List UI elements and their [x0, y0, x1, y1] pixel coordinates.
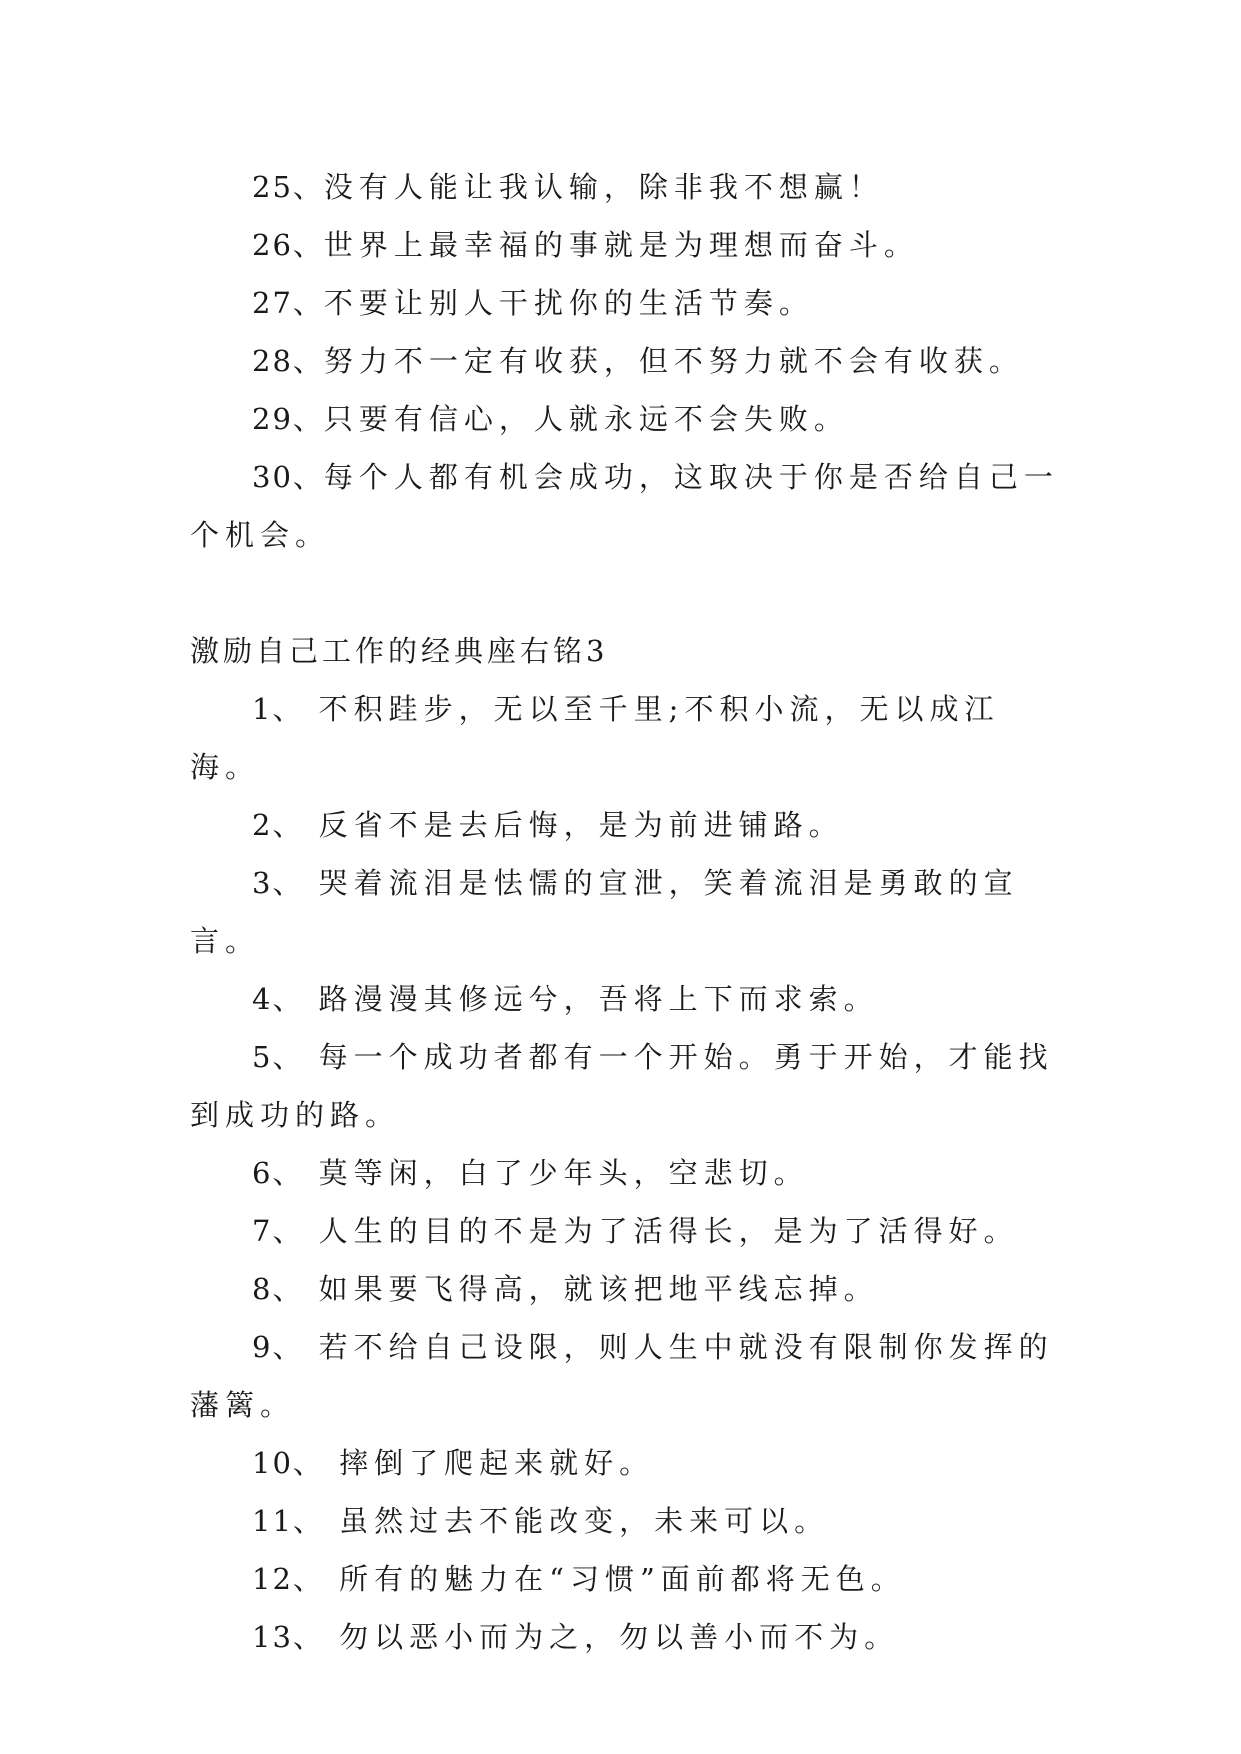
- item-number: 4、: [252, 982, 304, 1016]
- item-number: 28、: [252, 344, 324, 378]
- item-text: 人生的目的不是为了活得长，是为了活得好。: [303, 1214, 1019, 1248]
- list-item: [190, 332, 1060, 390]
- list-item: [190, 1434, 1060, 1492]
- list-item: [190, 1492, 1060, 1550]
- item-number: 26、: [252, 228, 324, 262]
- list-item: [190, 680, 1060, 796]
- item-number: 12、: [252, 1562, 324, 1596]
- list-item: [190, 1028, 1060, 1144]
- item-text: 莫等闲，白了少年头，空悲切。: [303, 1156, 809, 1190]
- item-number: 30、: [252, 460, 324, 494]
- item-text: 摔倒了爬起来就好。: [323, 1446, 655, 1480]
- item-number: 10、: [252, 1446, 324, 1480]
- item-text: 每个人都有机会成功，这取决于你是否给自己一个机会。: [190, 460, 1059, 552]
- item-text: 虽然过去不能改变，未来可以。: [323, 1504, 830, 1538]
- list-item: [190, 1318, 1060, 1434]
- item-number: 25、: [252, 170, 324, 204]
- list-item: [190, 1202, 1060, 1260]
- item-text: 勿以恶小而为之，勿以善小而不为。: [323, 1620, 900, 1654]
- item-text: 世界上最幸福的事就是为理想而奋斗。: [323, 228, 919, 262]
- item-number: 3、: [252, 866, 304, 900]
- item-number: 11、: [252, 1504, 324, 1538]
- item-text: 若不给自己设限，则人生中就没有限制你发挥的藩篱。: [190, 1330, 1054, 1422]
- item-number: 29、: [252, 402, 324, 436]
- list-item: [190, 216, 1060, 274]
- item-number: 6、: [252, 1156, 304, 1190]
- item-number: 5、: [252, 1040, 304, 1074]
- list-item: [190, 448, 1060, 564]
- item-number: 8、: [252, 1272, 304, 1306]
- list-item: [190, 1550, 1060, 1608]
- list-item: [190, 970, 1060, 1028]
- list-item: [190, 1608, 1060, 1666]
- item-number: 7、: [252, 1214, 304, 1248]
- list-item: [190, 390, 1060, 448]
- section-heading: 激励自己工作的经典座右铭3: [190, 634, 609, 668]
- item-text: 每一个成功者都有一个开始。勇于开始，才能找到成功的路。: [190, 1040, 1054, 1132]
- item-text: 不积跬步，无以至千里;不积小流，无以成江海。: [190, 692, 1000, 784]
- item-text: 只要有信心，人就永远不会失败。: [323, 402, 849, 436]
- item-number: 2、: [252, 808, 304, 842]
- text-block: [190, 158, 1060, 1666]
- item-text: 没有人能让我认输，除非我不想赢！: [323, 170, 884, 204]
- item-number: 13、: [252, 1620, 324, 1654]
- item-text: 如果要飞得高，就该把地平线忘掉。: [303, 1272, 879, 1306]
- item-number: 9、: [252, 1330, 304, 1364]
- item-text: 努力不一定有收获，但不努力就不会有收获。: [323, 344, 1024, 378]
- item-text: 不要让别人干扰你的生活节奏。: [323, 286, 814, 320]
- item-text: 路漫漫其修远兮，吾将上下而求索。: [303, 982, 879, 1016]
- item-number: 27、: [252, 286, 324, 320]
- list-item: [190, 274, 1060, 332]
- list-item: [190, 1260, 1060, 1318]
- list-item: [190, 796, 1060, 854]
- list-item: [190, 1144, 1060, 1202]
- item-text: 哭着流泪是怯懦的宣泄，笑着流泪是勇敢的宣言。: [190, 866, 1019, 958]
- list-item: [190, 158, 1060, 216]
- item-text: 反省不是去后悔，是为前进铺路。: [303, 808, 844, 842]
- list-item: [190, 854, 1060, 970]
- item-number: 1、: [252, 692, 304, 726]
- item-text: 所有的魅力在“习惯”面前都将无色。: [323, 1562, 906, 1596]
